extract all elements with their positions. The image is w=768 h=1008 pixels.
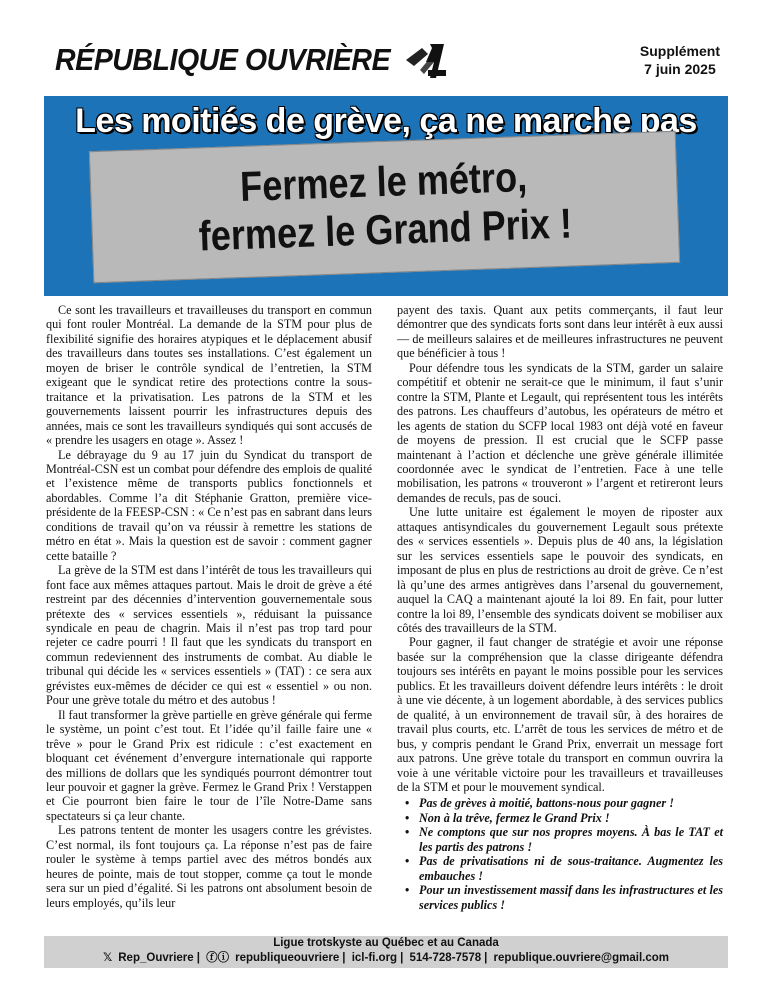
- website-link[interactable]: icl-fi.org: [351, 952, 398, 964]
- supplement-label: Supplément: [639, 43, 720, 59]
- slogan-item: • Pour un investissement massif dans les infrastructures et les services publics !: [419, 883, 723, 912]
- contact-footer: [44, 936, 728, 968]
- contact-line: 𝕏 Rep_Ouvriere | ⓕⓘ republiqueouvriere | icl-fi.org | 514-728-7578 | republique.ouvriere@gmail.com: [102, 952, 669, 964]
- article-paragraph: Les patrons tentent de monter les usagers contre les grévistes. C’est normal, ils font toujours ça. La réponse n’est pas de faire rouler le système à temps partiel avec des métros bondés aux heures de pointe, mais de tout stopper, comme ça tout le monde sera sur un pied d’égalité. Si les patrons ont absolument besoin de leurs employés, qu’ils leur: [46, 823, 372, 910]
- subheadline-line-1: Fermez le métro,: [239, 153, 528, 211]
- article-paragraph: Le débrayage du 9 au 17 juin du Syndicat du transport de Montréal-CSN est un combat pour défendre des emplois de qualité et l’existence même de transports publics fonctionnels et abordables. Comme l’a dit Stéphanie Gratton, première vice-présidente de la FEESP-CSN : « Ce n’est pas en sabrant dans leurs conditions de travail qu’on va réussir à remettre les stations de métro en état ». Mais la question est de savoir : comment gagner cette bataille ?: [46, 447, 372, 563]
- article-paragraph: La grève de la STM est dans l’intérêt de tous les travailleurs qui font face aux mêmes attaques partout. Mais le droit de grève a été restreint par des décennies d’intervention gouvernementale sous prétexte des « services essentiels », réduisant la puissance syndicale en peau de chagrin. Mais il n’est pas trop tard pour rejeter ce cadre pourri ! Il faut que les syndicats du transport en commun redeviennent des instruments de combat. Au diable le tribunal qui décide les « services essentiels » (TAT) : ce sera aux grévistes eux-mêmes de décider ce qui est « essentiel » ou non. Pour une grève totale du métro et des autobus !: [46, 563, 372, 708]
- subheadline-line-2: fermez le Grand Prix !: [197, 199, 573, 260]
- article-paragraph: Il faut transformer la grève partielle en grève générale qui ferme le système, un point c’est tout. Et l’idée qu’il faille faire une « trêve » pour le Grand Prix est ridicule : c’est exactement en bloquant cet événement d’envergure internationale qui rapporte des millions de dollars que les syndiqués pourront démontrer tout leur pouvoir et gagner la grève. Fermez le Grand Prix ! Verstappen et Cie pourront bien faire le tour de l’île Notre-Dame sans spectateurs si ça leur chante.: [46, 707, 372, 823]
- article-paragraph: Pour défendre tous les syndicats de la STM, garder un salaire compétitif et obtenir ne serait-ce que le minimum, il faut s’unir contre la STM, Plante et Legault, qui représentent tous les intérêts des patrons. Les chauffeurs d’autobus, les opérateurs de métro et les agents de station du SCFP local 1983 ont déjà voté en faveur de moyens de pression. Il est crucial que le SCFP passe maintenant à l’action et déclenche une grève générale illimitée coordonnée avec le syndicat de l’entretien. Face à une telle mobilisation, les patrons « trouveront » l’argent et retireront leurs demandes de reculs, pas de souci.: [397, 360, 723, 505]
- article-paragraph: Pour gagner, il faut changer de stratégie et avoir une réponse basée sur la compréhension que la classe dirigeante défendra toujours ses intérêts en payant le moins possible pour les services publics. Et les travailleurs doivent défendre leurs intérêts : le droit à une vie décente, à un logement abordable, à des services publics de qualité, à un environnement de travail sûr, à des horaires de travail plus courts, etc. L’arrêt de tous les services de métro et de bus, y compris pendant le Grand Prix, enverrait un message fort aux patrons. Une grève totale du transport en commun ouvrira la voie à une véritable victoire pour les travailleurs et travailleuses de la STM et pour le mouvement syndical.: [397, 635, 723, 794]
- article-column-right: [397, 303, 723, 912]
- issue-date: 7 juin 2025: [644, 61, 716, 77]
- slogan-item: • Non à la trêve, fermez le Grand Prix !: [419, 811, 723, 825]
- social-handle: republiqueouvriere: [235, 952, 340, 964]
- masthead: [55, 40, 720, 88]
- fourth-international-emblem-icon: [400, 40, 450, 86]
- facebook-instagram-icon: ⓕⓘ: [206, 952, 230, 964]
- article-paragraph: payent des taxis. Quant aux petits commerçants, il faut leur démontrer que des syndicats forts sont dans leur intérêt à eux aussi — de meilleurs salaires et de meilleures infrastructures ne peuvent que bénéficier à tous !: [397, 303, 723, 361]
- article-paragraph: Ce sont les travailleurs et travailleuses du transport en commun qui font rouler Montréal. La demande de la STM pour plus de flexibilité signifie des horaires atypiques et le déplacement abusif des travailleurs dans toutes ses installations. C’est également un moyen de briser le contrôle syndical de l’entretien, la STM exigeant que le syndicat retire des protections contre la sous-traitance et la privatisation. Les patrons de la STM et les gouvernements laissent pourrir les infrastructures depuis des années, mais ce sont les travailleurs syndiqués qui sont accusés de « prendre les usagers en otage ». Assez !: [46, 303, 372, 448]
- subheadline: [131, 149, 637, 262]
- main-headline: Les moitiés de grève, ça ne marche pas: [75, 102, 697, 140]
- subheadline-box: [89, 131, 680, 283]
- publication-logo: RÉPUBLIQUE OUVRIÈRE: [55, 42, 391, 77]
- x-handle: Rep_Ouvriere: [118, 952, 194, 964]
- supplement-date: [640, 42, 720, 78]
- article-paragraph: Une lutte unitaire est également le moyen de riposter aux attaques antisyndicales du gouvernement Legault sous prétexte des « services essentiels ». Depuis plus de 40 ans, la législation sur les services essentiels sape le pouvoir des syndicats, en imposant de plus en plus de restrictions au droit de grève. Ce n’est là qu’une des armes antigrèves dans l’arsenal du gouvernement, auquel la CAQ a maintenant ajouté la loi 89. En fait, pour lutter contre la loi 89, l’ensemble des syndicats doivent se mobiliser aux côtés des travailleurs de la STM.: [397, 505, 723, 635]
- slogan-item: • Ne comptons que sur nos propres moyens. À bas le TAT et les partis des patrons !: [419, 825, 723, 854]
- organization-name: Ligue trotskyste au Québec et au Canada: [273, 937, 499, 949]
- email-link[interactable]: republique.ouvriere@gmail.com: [493, 952, 669, 964]
- headline-banner: [44, 96, 728, 296]
- slogan-item: • Pas de grèves à moitié, battons-nous pour gagner !: [419, 796, 723, 810]
- article-column-left: [46, 303, 372, 910]
- article-body: [46, 303, 730, 933]
- phone-number: 514-728-7578: [409, 952, 482, 964]
- slogan-item: • Pas de privatisations ni de sous-traitance. Augmentez les embauches !: [419, 854, 723, 883]
- x-logo-icon: 𝕏: [102, 952, 113, 964]
- slogan-list: [397, 796, 723, 912]
